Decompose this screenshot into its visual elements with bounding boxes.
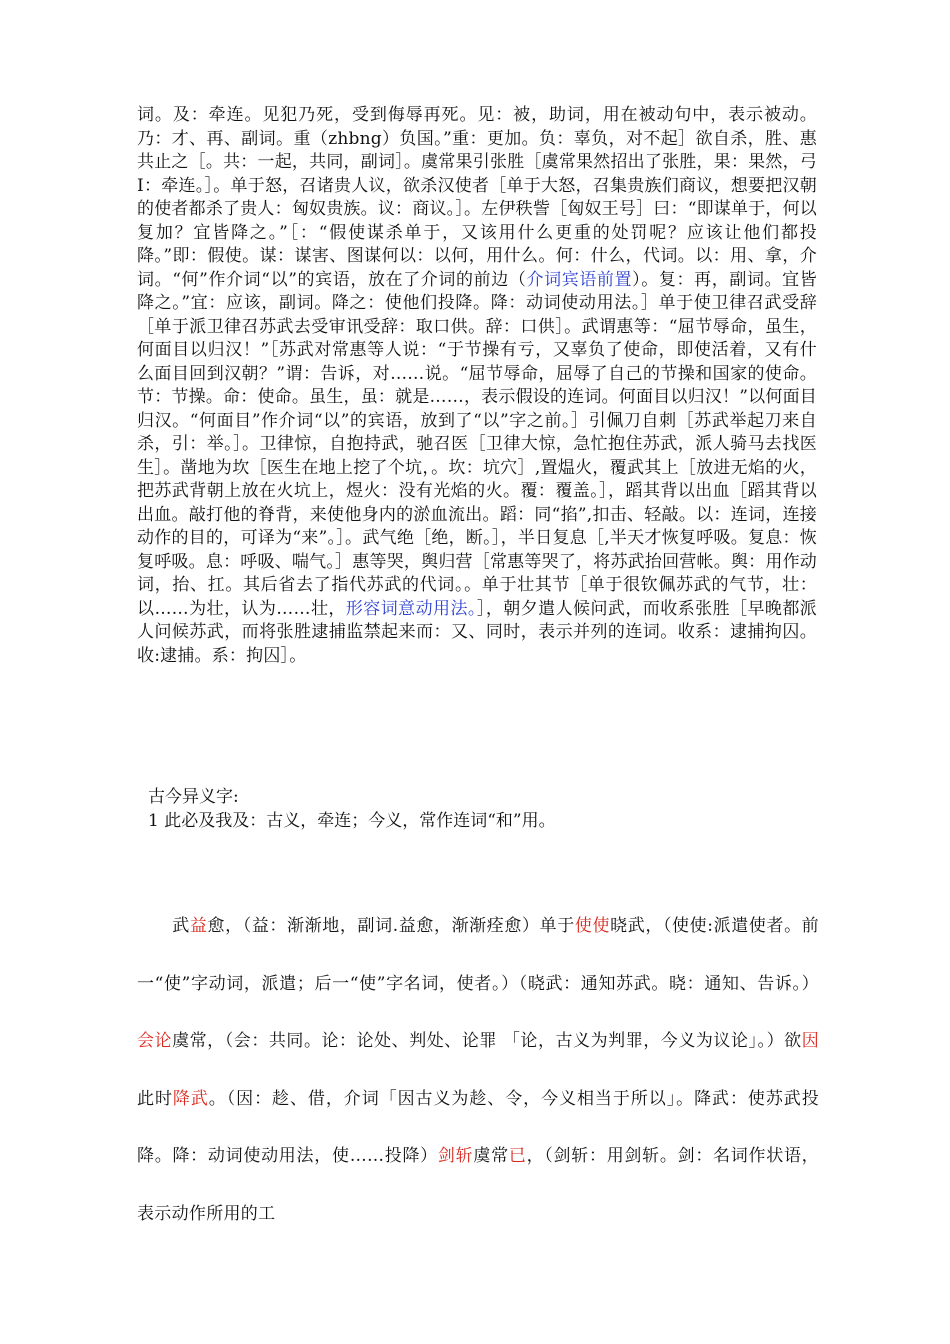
commentary-paragraph [137,898,819,1243]
keyword-highlight: 剑斩 [437,1146,474,1166]
text-run: 晓武，（使使:派遣使者。前一“使”字动词，派遣；后一“使”字名词，使者。）（晓武：通知苏武。晓：通知、告诉。） [137,916,819,994]
paragraph-text [137,104,817,668]
keyword-highlight: 会论 [137,1031,173,1051]
text-run: ，（剑斩：用剑斩。剑：名词作状语，表示动作所用的工 [137,1146,819,1224]
highlight-grammar-term: 形容词意动用法。 [345,598,477,619]
text-run: 愈，（益：渐渐地，副词.益愈，渐渐痊愈）单于 [207,916,575,936]
text-run: ）。复：再，副词。宜皆降之。”宜：应该，副词。降之：使他们投降。降：动词使动用法。］单于使卫律召武受辞［单于派卫律召苏武去受审讯受辞：取口供。辞：口供］。武谓惠等：“屈节辱命，虽生，何面目以归汉！”［苏武对常惠等人说：“于节操有亏，又辜负了使命，即使活着，又有什么面目回到汉朝？”谓：告诉，对……说。“屈节辱命，屈辱了自己的节操和国家的使命。节：节操。命：使命。虽生，虽：就是……，表示假设的连词。何面目以归汉！”以何面目归汉。“何面目”作介词“以”的宾语，放到了“以”字之前。］引佩刀自刺［苏武举起刀来自杀，引：举。］。卫律惊，自抱持武，驰召医［卫律大惊，急忙抱住苏武，派人骑马去找医生］。凿地为坎［医生在地上挖了个坑，。坎：坑穴］,置煴火，覆武其上［放进无焰的火，把苏武背朝上放在火坑上，煜火：没有光焰的火。覆：覆盖。］，蹈其背以出血［蹈其背以出血。敲打他的脊背，来使他身内的淤血流出。蹈：同“掐”,扣击、轻敲。以：连词，连接动作的目的，可译为“来”。］。武气绝［绝，断。］，半日复息［,半天才恢复呼吸。复息：恢复呼吸。息：呼吸、喘气。］惠等哭，舆归营［常惠等哭了，将苏武抬回营帐。舆：用作动词，抬、扛。其后省去了指代苏武的代词。。单于壮其节［单于很钦佩苏武的气节，壮：以……为壮，认为……壮， [137,269,818,619]
section-item: 1 此必及我及：古义，牵连；今义，常作连词“和”用。 [148,811,556,831]
text-run: 此时 [137,1088,173,1109]
keyword-highlight: 降武 [172,1088,209,1109]
annotation-paragraph [137,104,817,668]
highlight-grammar-term: 介词宾语前置 [526,269,633,290]
text-run: 虞常，（会：共同。论：论处、判处、论罪 「论，古义为判罪，今义为议论」。）欲 [172,1031,802,1051]
text-run: 武 [172,916,190,936]
keyword-highlight: 益 [189,916,208,936]
paragraph-text [137,898,819,1243]
keyword-highlight: 因 [801,1031,819,1051]
indent [137,916,172,936]
text-run: 词。及：牵连。见犯乃死，受到侮辱再死。见：被，助词，用在被动句中，表示被动。乃：才、再、副词。重（zhbng）负国。”重：更加。负：辜负，对不起］欲自杀，胜、惠共止之［。共：一起，共同，副词］。虞常果引张胜［虞常果然招出了张胜，果：果然，弓 I：牵连。］。单于怒，召诸贵人议，欲杀汉使者［单于大怒，召集贵族们商议，想要把汉朝的使者都杀了贵人：匈奴贵族。议：商议。］。左伊秩訾［匈奴王号］曰：“即谋单于，何以复加？宜皆降之。”［：“假使谋杀单于，又该用什么更重的处罚呢？应该让他们都投降。”即：假使。谋：谋害、图谋何以：以何，用什么。何：什么，代词。以：用、拿，介词。“何”作介词“以”的宾语，放在了介词的前边（ [137,105,817,290]
text-run: 。（因：趁、借，介词「因古义为趁、令，今义相当于所以」。降武：使苏武投降。降：动词使动用法，使……投降） [137,1088,820,1166]
keyword-highlight: 已 [508,1146,527,1166]
text-run: ］，朝夕遣人候问武，而收系张胜［早晚都派人问候苏武，而将张胜逮捕监禁起来而：又、同时，表示并列的连词。收系：逮捕拘囚。收:逮捕。系：拘囚］。 [137,598,817,666]
section-heading: 古今异义字: [148,787,239,807]
keyword-highlight: 使使 [574,916,611,936]
text-run: 虞常 [473,1146,509,1166]
